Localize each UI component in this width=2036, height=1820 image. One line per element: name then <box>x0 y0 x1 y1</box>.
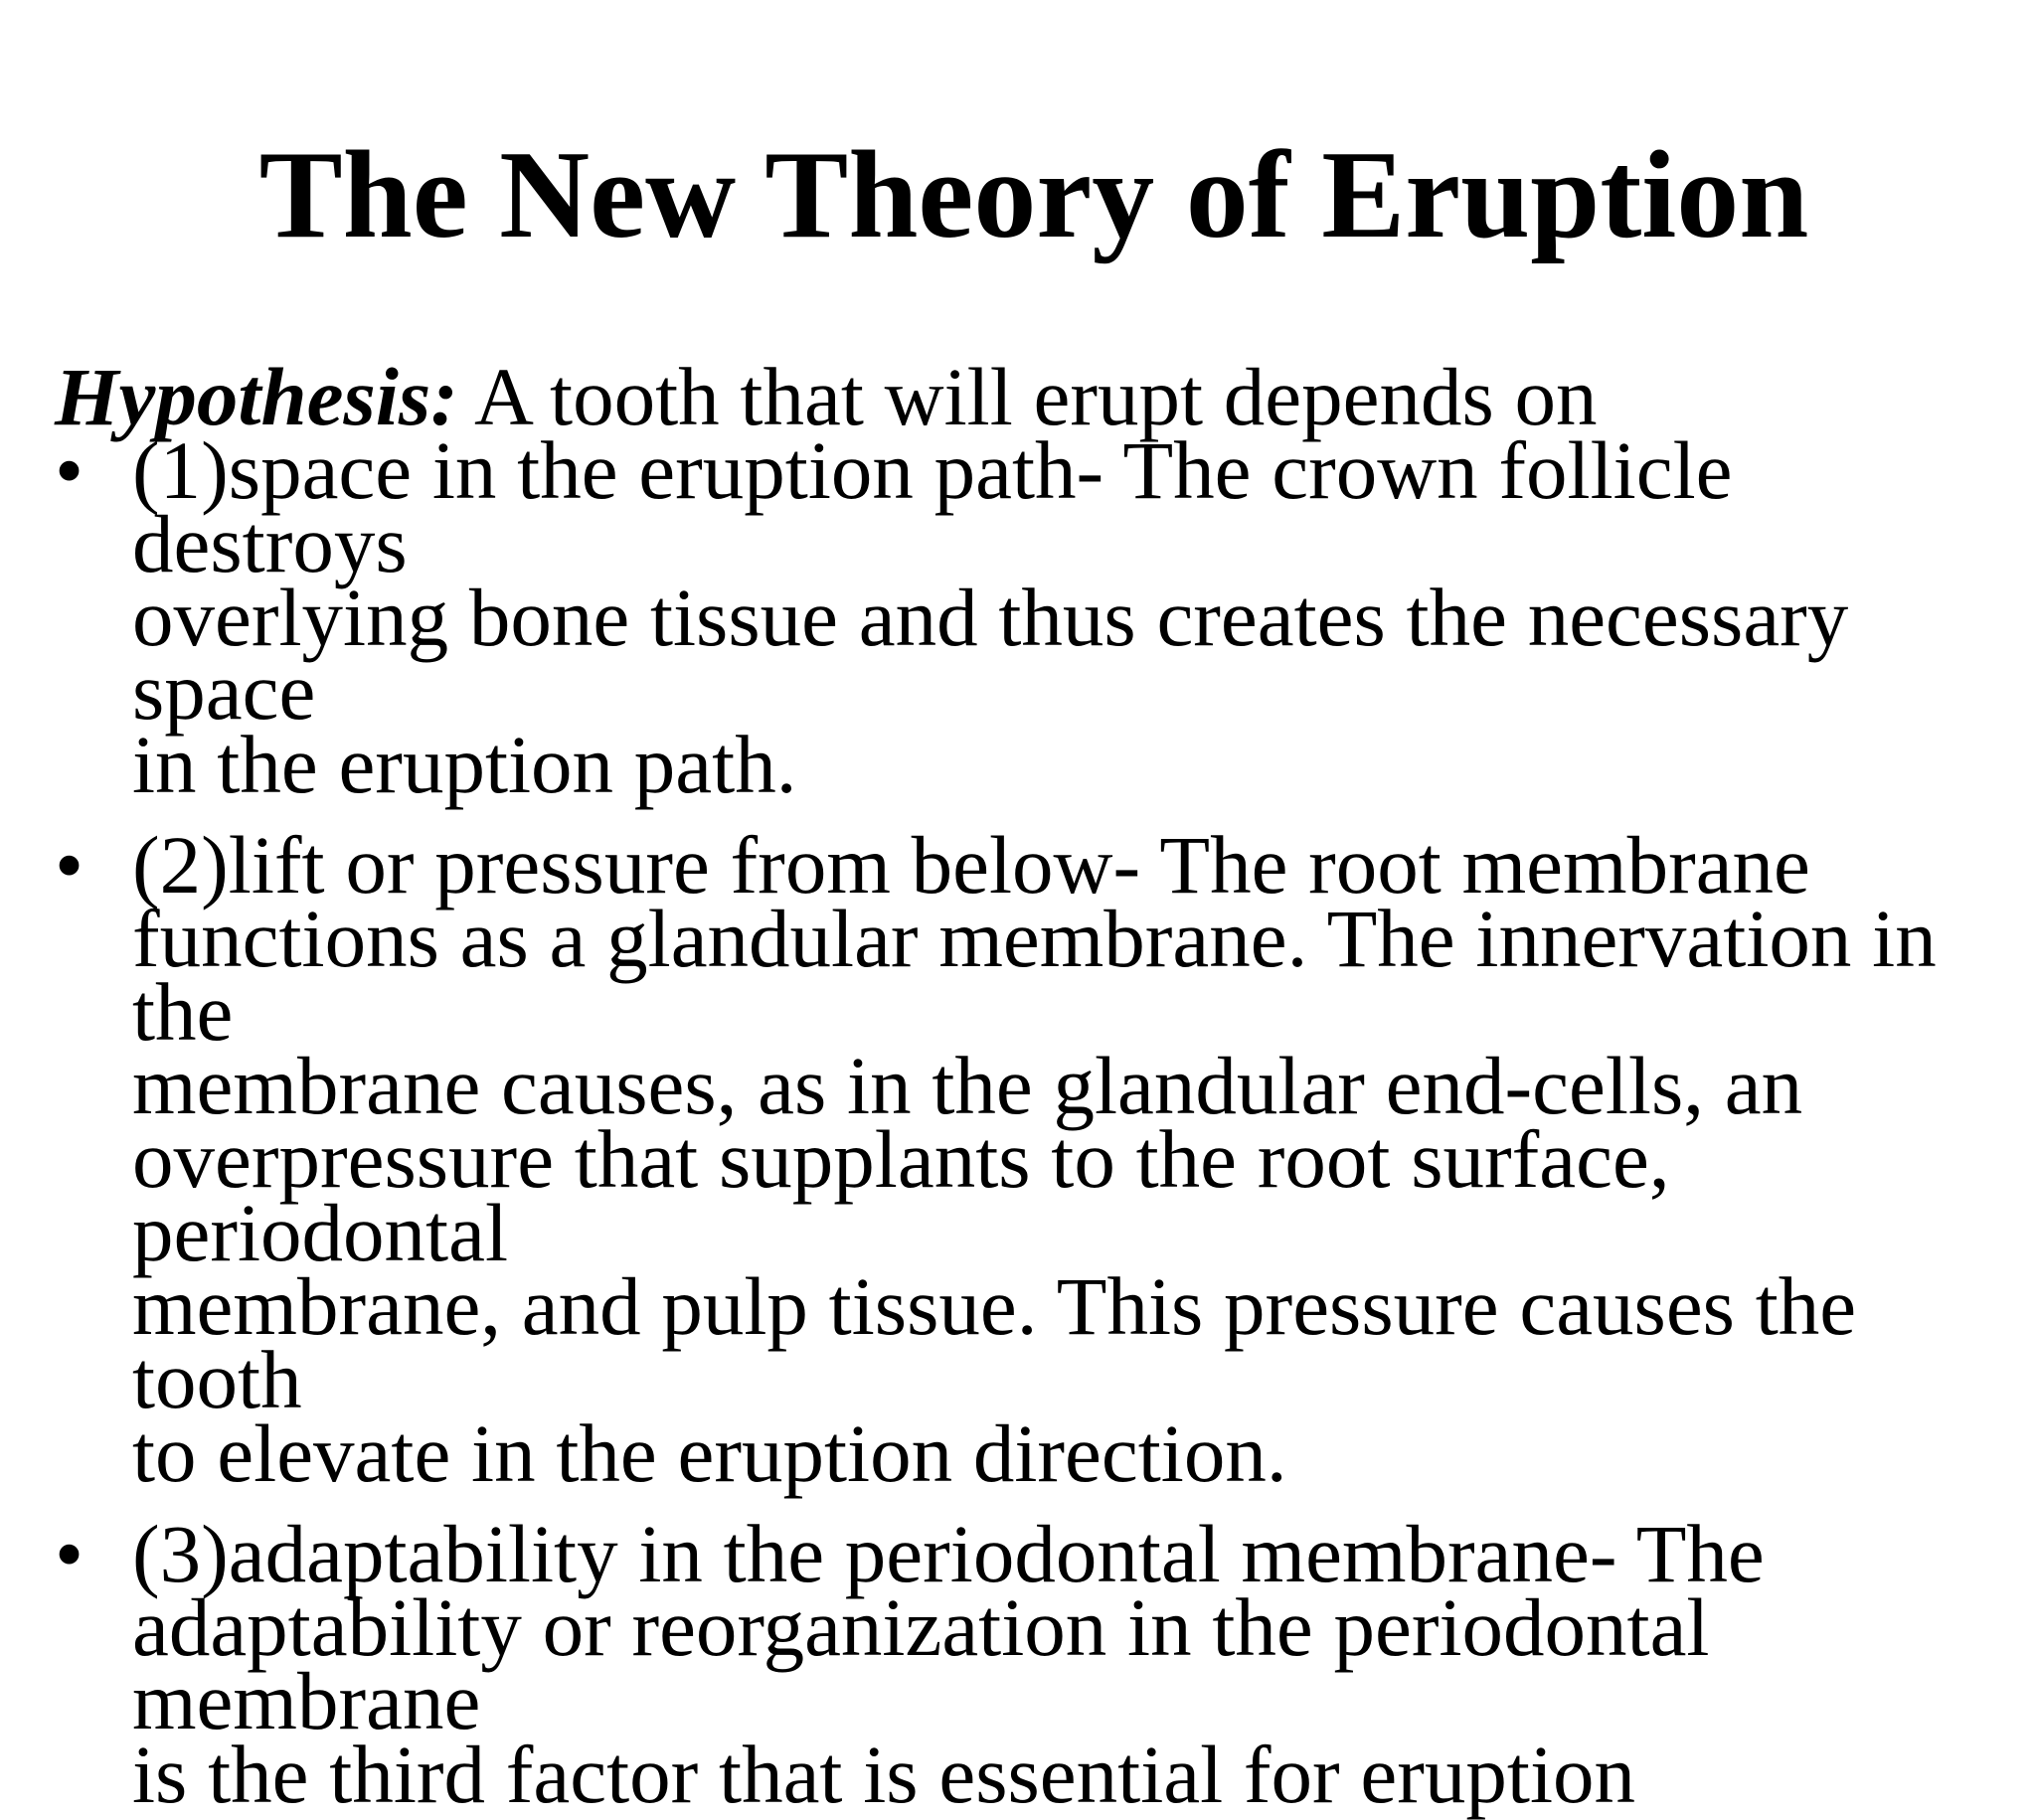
bullet-list <box>55 424 1993 1820</box>
hypothesis-line <box>55 351 1993 442</box>
bullet-text: (2)lift or pressure from below- The root membrane functions as a glandular membrane. The innervation in the membrane causes, as in the glandular end-cells, an overpressure that supplants to the root surface, periodontal membrane, and pulp tissue. This pressure causes the tooth to elevate in the eruption direction. <box>132 819 1937 1499</box>
bullet-text: (1)space in the eruption path- The crown follicle destroys overlying bone tissue and thus creates the necessary space in the eruption path. <box>132 424 1849 810</box>
bullet-item-space <box>55 424 1993 810</box>
bullet-icon: • <box>55 1508 85 1599</box>
bullet-item-adaptability <box>55 1508 1993 1820</box>
hypothesis-text: A tooth that will erupt depends on <box>473 351 1598 442</box>
bullet-icon: • <box>55 819 85 910</box>
hypothesis-label: Hypothesis: <box>55 351 458 442</box>
bullet-icon: • <box>55 424 85 516</box>
bullet-text: (3)adaptability in the periodontal membrane- The adaptability or reorganization in the periodontal membrane is the third factor that is essential for eruption <box>132 1508 1765 1820</box>
slide-title: The New Theory of Eruption <box>258 126 1809 264</box>
bullet-item-pressure <box>55 819 1993 1499</box>
slide-body <box>55 351 1993 1820</box>
